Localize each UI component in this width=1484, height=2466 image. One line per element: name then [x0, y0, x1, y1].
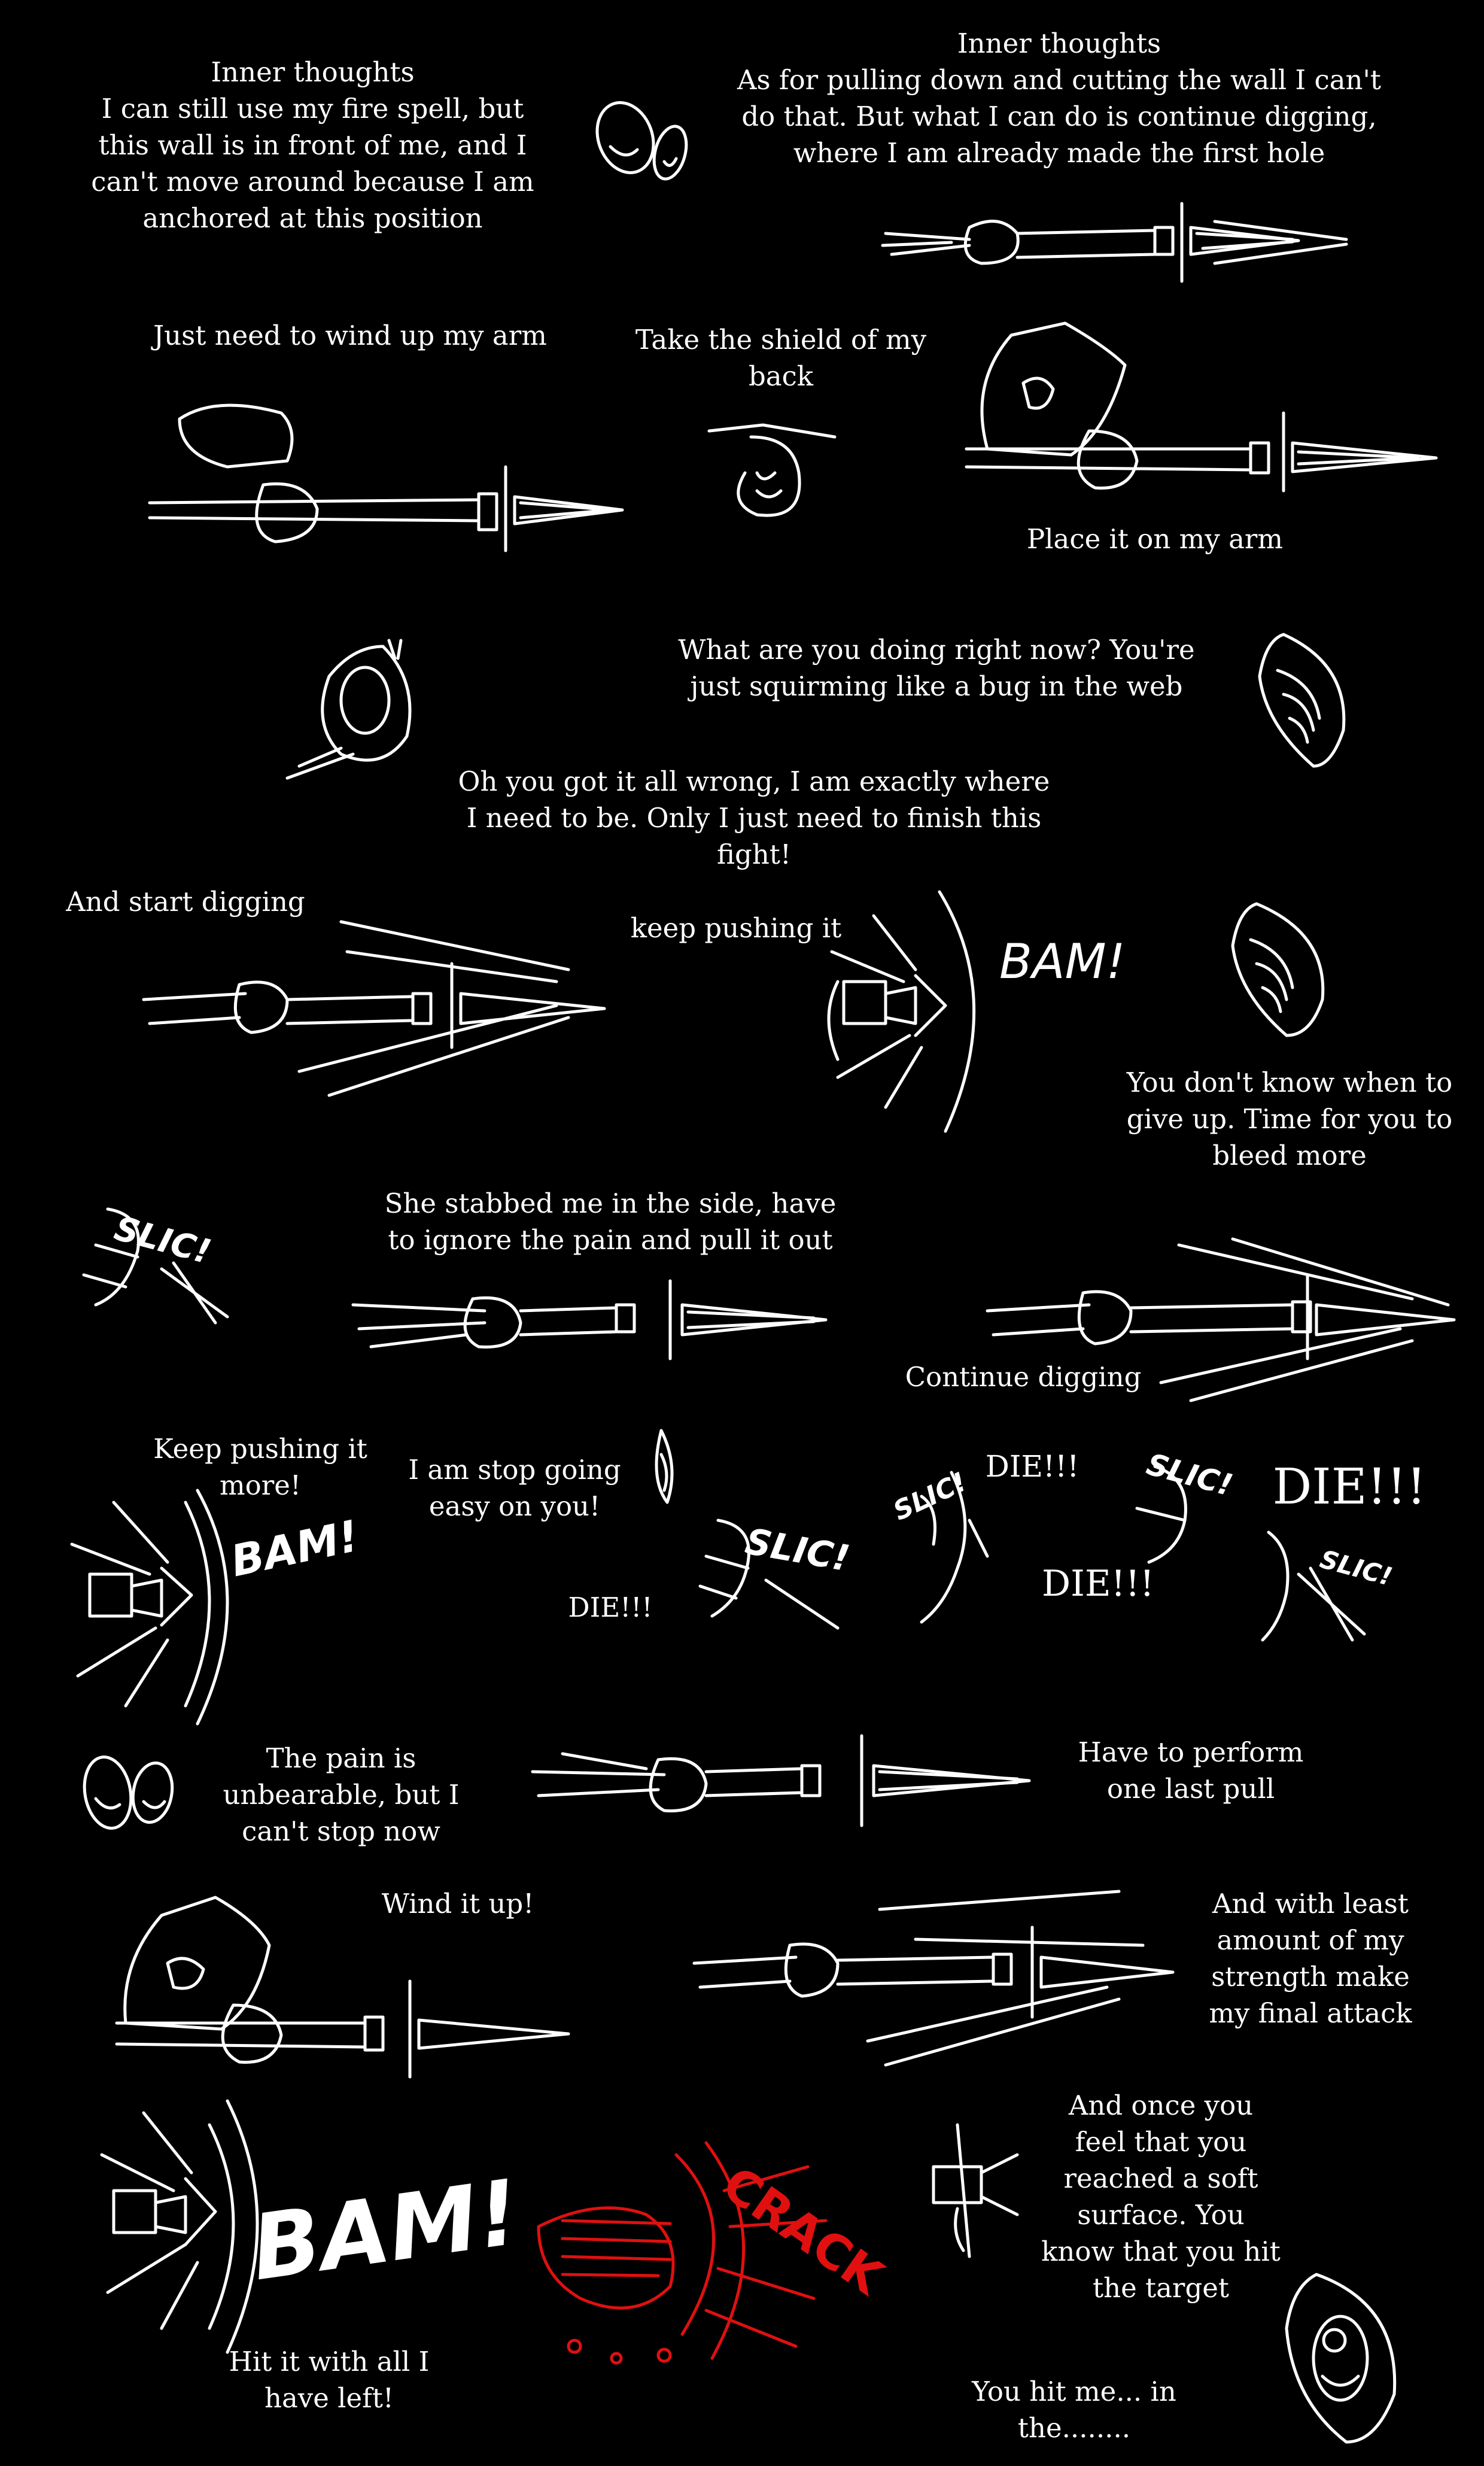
sfx-bam-1: BAM! — [999, 934, 1126, 989]
hand-sword-illustration — [880, 198, 1358, 287]
caption-got-wrong: Oh you got it all wrong, I am exactly where I need to be. Only I just need to finish this fight! — [458, 766, 1050, 870]
enemy-eye-illustration-2 — [1221, 898, 1340, 1041]
pierced-enemy-illustration — [922, 2119, 1029, 2262]
digging-sword-illustration-2 — [981, 1221, 1460, 1401]
claw-illustration — [637, 1425, 685, 1508]
stabbed-figure-illustration-5 — [1245, 1514, 1388, 1646]
caption-stabbed: She stabbed me in the side, have to ignore the pain and pull it out — [384, 1188, 837, 1256]
stabbed-figure-illustration-3 — [886, 1460, 1005, 1628]
caption-stop-going-easy: I am stop going easy on you! — [408, 1454, 621, 1522]
wall-impact-illustration-3 — [90, 2089, 269, 2358]
sfx-slic-3: SLIC! — [889, 1466, 972, 1527]
sfx-slic-1: SLIC! — [110, 1208, 215, 1273]
worried-eyes-illustration — [592, 96, 694, 192]
caption-keep-pushing-more: Keep pushing it more! — [153, 1433, 367, 1501]
enemy-eye-illustration-1 — [1248, 628, 1361, 772]
pulling-sword-illustration — [347, 1275, 844, 1365]
red-crack-illustration — [527, 2119, 862, 2370]
angry-face-illustration — [275, 634, 431, 790]
caption-keep-pushing: keep pushing it — [630, 912, 842, 944]
stabbed-figure-illustration-2 — [694, 1508, 856, 1634]
stabbed-figure-illustration-4 — [1119, 1454, 1239, 1568]
sfx-slic-2: SLIC! — [742, 1520, 853, 1580]
caption-hit-all: Hit it with all I have left! — [229, 2346, 430, 2414]
caption-continue-digging: Continue digging — [905, 1361, 1142, 1393]
caption-start-digging: And start digging — [66, 886, 305, 918]
stabbed-figure-illustration-1 — [72, 1197, 251, 1329]
wind-arm-illustration — [144, 383, 634, 551]
wall-impact-illustration-2 — [54, 1478, 251, 1730]
caption-die-top: DIE!!! — [985, 1449, 1079, 1484]
enemy-final-illustration — [1275, 2262, 1412, 2454]
pained-eyes-illustration — [78, 1748, 180, 1838]
caption-dont-know: You don't know when to give up. Time for you to bleed more — [1126, 1067, 1453, 1171]
caption-last-pull: Have to perform one last pull — [1078, 1736, 1304, 1805]
caption-inner-thoughts-2: Inner thoughts As for pulling down and cutting the wall I can't do that. But what I can do is continue digging, where I am already made the first hole — [737, 28, 1381, 169]
sfx-bam-3: BAM! — [245, 2160, 526, 2301]
caption-die-small: DIE!!! — [568, 1592, 653, 1623]
caption-once-feel: And once you feel that you reached a soft surface. You know that you hit the target — [1041, 2090, 1281, 2304]
shield-arm-illustration — [963, 311, 1442, 497]
caption-die-big: DIE!!! — [1272, 1459, 1427, 1516]
caption-pain: The pain is unbearable, but I can't stop now — [223, 1742, 460, 1847]
caption-least-amount: And with least amount of my strength make my final attack — [1209, 1888, 1412, 2029]
caption-you-hit-me: You hit me... in the........ — [972, 2376, 1176, 2444]
caption-what-doing: What are you doing right now? You're just squirming like a bug in the web — [678, 634, 1195, 702]
caption-die-mid: DIE!!! — [1042, 1563, 1154, 1605]
caption-inner-thoughts-1: Inner thoughts I can still use my fire spell, but this wall is in front of me, and I can't move around because I am anchored at this position — [91, 56, 534, 234]
hand-grab-illustration — [703, 413, 847, 545]
caption-wind-arm: Just need to wind up my arm — [153, 320, 547, 351]
caption-take-shield: Take the shield of my back — [635, 324, 927, 392]
caption-wind-it: Wind it up! — [381, 1888, 534, 1920]
wall-impact-illustration-1 — [814, 880, 993, 1137]
final-attack-sword-illustration — [688, 1873, 1179, 2071]
shield-windup-illustration — [114, 1879, 580, 2083]
sfx-bam-2: BAM! — [226, 1510, 363, 1587]
caption-place-arm: Place it on my arm — [1026, 523, 1284, 555]
sfx-slic-5: SLIC! — [1316, 1544, 1395, 1592]
sfx-slic-4: SLIC! — [1142, 1447, 1237, 1503]
digging-sword-illustration-1 — [138, 904, 634, 1107]
last-pull-sword-illustration — [527, 1730, 1041, 1832]
sfx-crack: CRACK — [712, 2155, 893, 2306]
